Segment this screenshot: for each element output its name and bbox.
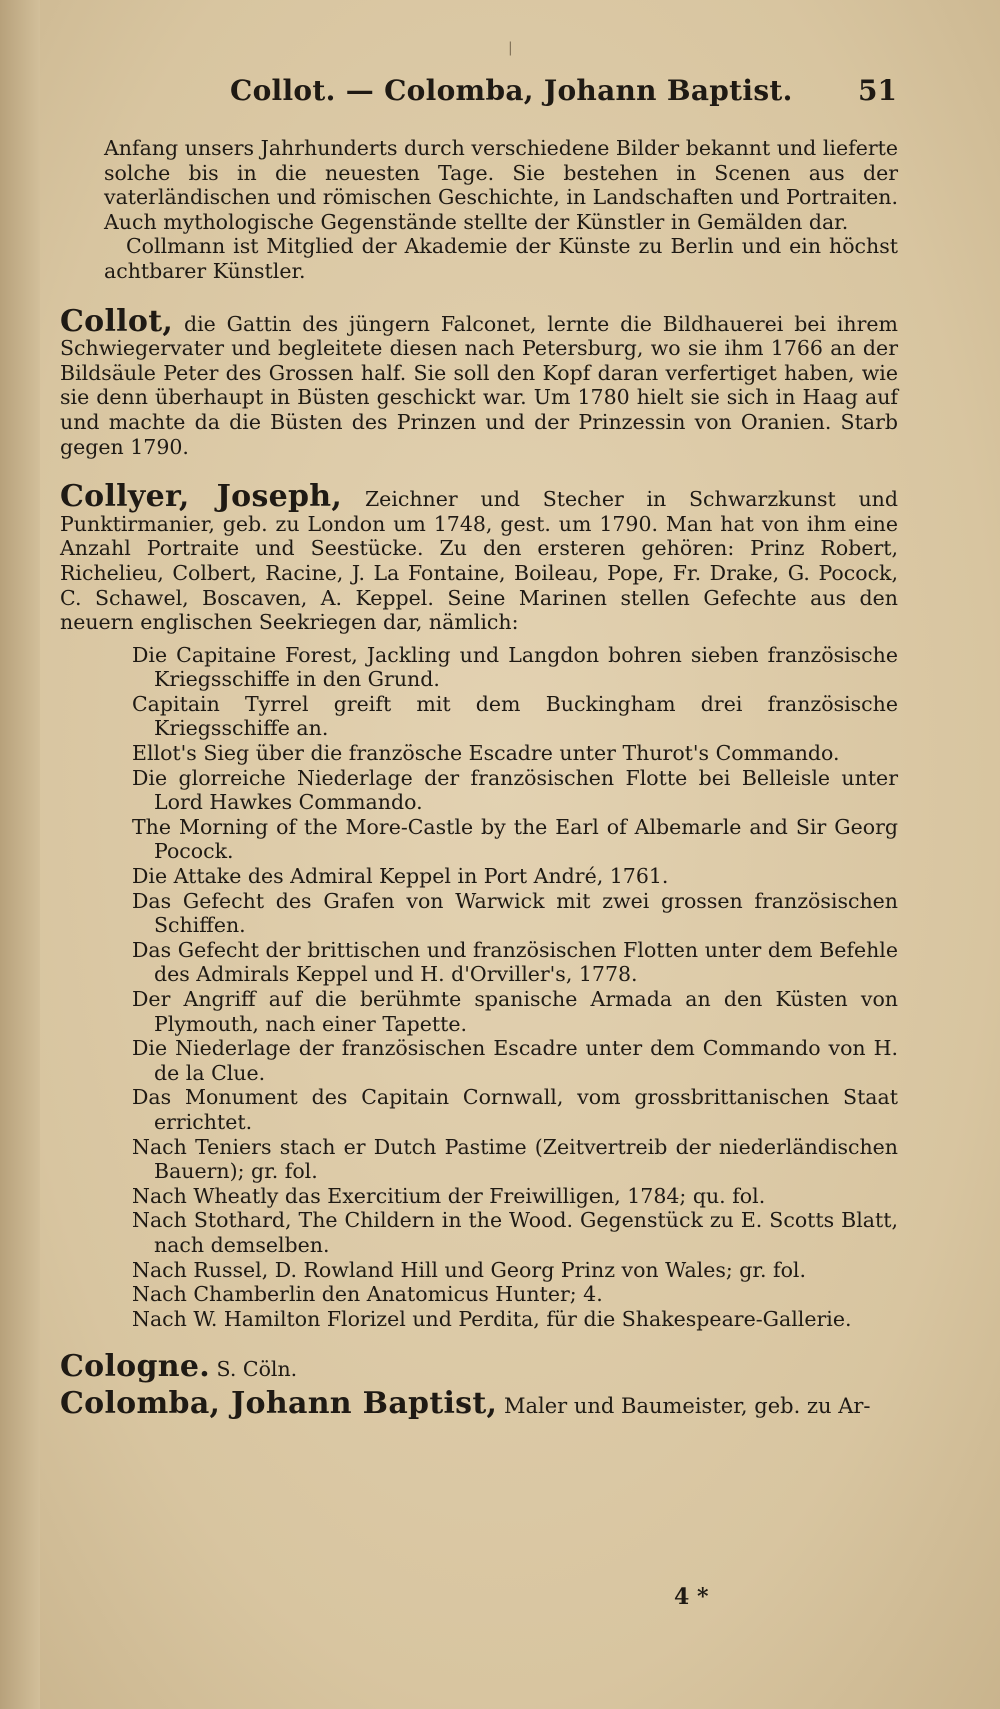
entry-text-collot: die Gattin des jüngern Falconet, lernte die Bildhauerei bei ihrem Schwiegervater und begleitete diesen nach Petersburg, wo sie ihm 1766 an der Bildsäule Peter des Grossen half. Sie soll den Kopf daran verfertiget haben, wie sie denn überhaupt in Büsten geschickt war. Um 1780 hielt sie sich in Haag auf und machte da die Büsten des Prinzen und der Prinzessin von Oranien. Starb gegen 1790. xyxy=(60,311,898,459)
list-item: Das Gefecht des Grafen von Warwick mit zwei grossen französischen Schiffen. xyxy=(132,888,898,938)
headword-cologne: Cologne. xyxy=(60,1349,211,1385)
list-item: Nach Stothard, The Childern in the Wood. Gegenstück zu E. Scotts Blatt, nach demselben. xyxy=(132,1208,898,1257)
print-mark: | xyxy=(508,40,513,56)
list-item: Das Monument des Capitain Cornwall, vom grossbrittanischen Staat errichtet. xyxy=(132,1085,898,1134)
list-item: Nach Chamberlin den Anatomicus Hunter; 4. xyxy=(132,1282,603,1307)
list-item: Ellot's Sieg über die französche Escadre unter Thurot's Commando. xyxy=(132,741,840,766)
list-item: Die Capitaine Forest, Jackling und Langdon bohren sieben französische Kriegsschiffe in den Grund. xyxy=(132,642,898,692)
list-item: Nach Wheatly das Exercitium der Freiwilligen, 1784; qu. fol. xyxy=(132,1183,766,1208)
continuation-paragraph: Anfang unsers Jahrhunderts durch verschiedene Bilder bekannt und lieferte solche bis in die neuesten Tage. Sie bestehen in Scenen aus der vaterländischen und römischen Geschichte, in Landschaften und Portraiten. Auch mythologische Gegenstände stellte der Künstler in Gemälden dar. xyxy=(104,136,898,234)
list-item: Das Gefecht der brittischen und französischen Flotten unter dem Befehle des Admirals Keppel und H. d'Orviller's, 1778. xyxy=(132,937,898,987)
continuation-paragraph-2: Collmann ist Mitglied der Akademie der Künste zu Berlin und ein höchst achtbarer Künstler. xyxy=(104,234,898,283)
list-item: Die Niederlage der französischen Escadre unter dem Commando von H. de la Clue. xyxy=(132,1036,898,1085)
page-gutter xyxy=(0,0,40,1709)
list-item: Nach Teniers stach er Dutch Pastime (Zeitvertreib der niederländischen Bauern); gr. fol. xyxy=(132,1134,898,1184)
entry-colomba xyxy=(60,1385,898,1421)
list-item: Die glorreiche Niederlage der französischen Flotte bei Belleisle unter Lord Hawkes Commando. xyxy=(132,765,898,815)
entry-collot xyxy=(60,303,898,460)
signature-mark: 4 * xyxy=(674,1584,709,1610)
headword-collyer: Collyer, Joseph, xyxy=(60,479,343,515)
headword-colomba: Colomba, Johann Baptist, xyxy=(60,1385,498,1421)
page-body xyxy=(60,136,898,1419)
headword-collot: Collot, xyxy=(60,303,174,339)
works-list xyxy=(60,643,898,1332)
list-item: Nach Russel, D. Rowland Hill und Georg Prinz von Wales; gr. fol. xyxy=(132,1257,806,1282)
list-item: Nach W. Hamilton Florizel und Perdita, für die Shakespeare-Gallerie. xyxy=(132,1306,852,1331)
header-title: Collot. — Colomba, Johann Baptist. xyxy=(230,74,793,107)
list-item: Capitain Tyrrel greift mit dem Buckingham drei französische Kriegsschiffe an. xyxy=(132,691,898,741)
list-item: Der Angriff auf die berühmte spanische Armada an den Küsten von Plymouth, nach einer Tapette. xyxy=(132,987,898,1036)
entry-cologne xyxy=(60,1349,898,1385)
entry-text-colomba: Maler und Baumeister, geb. zu Ar- xyxy=(503,1393,871,1418)
running-header xyxy=(0,74,1000,114)
list-item: Die Attake des Admiral Keppel in Port André, 1761. xyxy=(132,864,669,889)
page-number: 51 xyxy=(858,74,897,107)
entry-text-cologne: S. Cöln. xyxy=(216,1357,298,1382)
list-item: The Morning of the More-Castle by the Earl of Albemarle and Sir Georg Pocock. xyxy=(132,814,898,864)
entry-collyer xyxy=(60,479,898,635)
entry-text-collyer: Zeichner und Stecher in Schwarzkunst und Punktirmanier, geb. zu London um 1748, gest. um 1790. Man hat von ihm eine Anzahl Portraite und Seestücke. Zu den ersteren gehören: Prinz Robert, Richelieu, Colbert, Racine, J. La Fontaine, Boileau, Pope, Fr. Drake, G. Pocock, C. Schawel, Boscaven, A. Keppel. Seine Marinen stellen Gefechte aus den neuern englischen Seekriegen dar, nämlich: xyxy=(60,487,898,635)
